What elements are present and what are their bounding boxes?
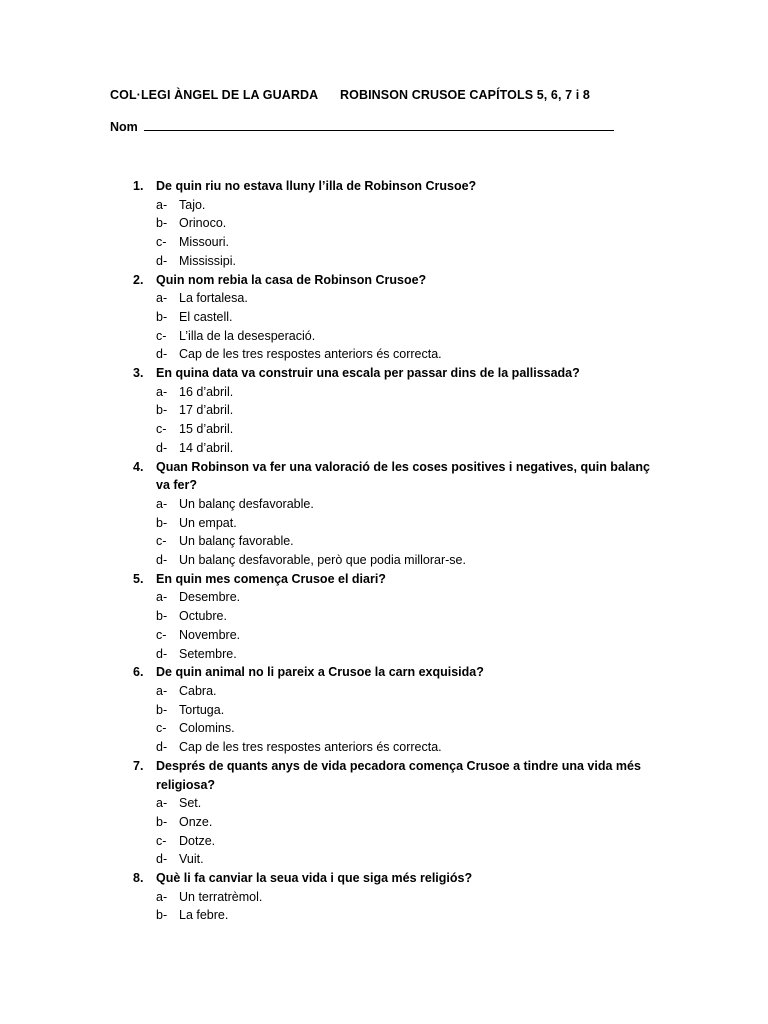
option-letter: d- [156, 253, 168, 268]
option-letter: b- [156, 908, 168, 923]
option-letter: d- [156, 440, 168, 455]
header [110, 86, 670, 105]
option-letter: d- [156, 646, 168, 661]
option-text: Octubre. [179, 609, 227, 624]
answer-option [156, 607, 670, 626]
option-text: Set. [179, 796, 202, 811]
option-letter: b- [156, 216, 168, 231]
option-text: Desembre. [179, 590, 241, 605]
option-text: L’illa de la desesperació. [179, 328, 316, 343]
answer-option [156, 906, 670, 925]
question-text: En quin mes comença Crusoe el diari? [156, 571, 386, 586]
option-letter: b- [156, 309, 168, 324]
option-text: El castell. [179, 309, 233, 324]
option-letter: c- [156, 235, 167, 250]
option-letter: c- [156, 833, 167, 848]
answer-option [156, 850, 670, 869]
answer-option [156, 588, 670, 607]
option-text: Setembre. [179, 646, 237, 661]
question-text: Què li fa canviar la seua vida i que siga més religiós? [156, 871, 473, 886]
option-letter: c- [156, 422, 167, 437]
option-letter: b- [156, 814, 168, 829]
answer-option [156, 345, 670, 364]
answer-options [110, 888, 670, 925]
option-letter: a- [156, 590, 168, 605]
option-letter: a- [156, 496, 168, 511]
answer-option [156, 514, 670, 533]
question [110, 177, 670, 271]
question-number: 5. [133, 571, 144, 586]
option-text: Novembre. [179, 627, 241, 642]
question-number: 8. [133, 871, 144, 886]
name-label: Nom [110, 120, 138, 134]
answer-option [156, 888, 670, 907]
option-letter: d- [156, 553, 168, 568]
answer-option [156, 327, 670, 346]
option-text: Un terratrèmol. [179, 889, 263, 904]
answer-options [110, 588, 670, 663]
option-text: Orinoco. [179, 216, 227, 231]
option-text: Un balanç desfavorable. [179, 496, 314, 511]
option-letter: c- [156, 328, 167, 343]
option-text: Un balanç favorable. [179, 534, 294, 549]
answer-option [156, 794, 670, 813]
answer-option [156, 645, 670, 664]
question-number: 2. [133, 272, 144, 287]
option-text: Cap de les tres respostes anteriors és correcta. [179, 347, 442, 362]
question [110, 271, 670, 365]
question [110, 570, 670, 664]
answer-option [156, 701, 670, 720]
answer-options [110, 495, 670, 570]
name-blank-line [144, 118, 614, 131]
option-text: 15 d’abril. [179, 422, 234, 437]
option-letter: a- [156, 683, 168, 698]
option-text: 14 d’abril. [179, 440, 234, 455]
name-field [110, 118, 614, 137]
option-text: Missouri. [179, 235, 230, 250]
answer-options [110, 682, 670, 757]
option-text: Vuit. [179, 852, 204, 867]
question-text: De quin riu no estava lluny l’illa de Robinson Crusoe? [156, 179, 477, 193]
question-text: En quina data va construir una escala per passar dins de la pallissada? [156, 366, 580, 381]
question-number: 7. [133, 758, 144, 773]
answer-option [156, 719, 670, 738]
answer-option [156, 383, 670, 402]
answer-option [156, 626, 670, 645]
option-text: Cap de les tres respostes anteriors és correcta. [179, 740, 442, 755]
answer-option [156, 495, 670, 514]
answer-option [156, 308, 670, 327]
question-number: 6. [133, 665, 144, 680]
option-text: La febre. [179, 908, 229, 923]
question-text: Després de quants anys de vida pecadora comença Crusoe a tindre una vida més religiosa? [156, 758, 641, 792]
option-letter: b- [156, 515, 168, 530]
option-letter: d- [156, 852, 168, 867]
answer-option [156, 832, 670, 851]
option-letter: b- [156, 702, 168, 717]
question [110, 869, 670, 925]
option-text: Tajo. [179, 197, 206, 212]
question-number: 1. [133, 179, 144, 193]
question [110, 364, 670, 458]
answer-options [110, 383, 670, 458]
answer-option [156, 551, 670, 570]
question [110, 663, 670, 757]
answer-option [156, 420, 670, 439]
answer-option [156, 439, 670, 458]
answer-option [156, 214, 670, 233]
question [110, 458, 670, 570]
option-letter: b- [156, 609, 168, 624]
option-letter: a- [156, 889, 168, 904]
option-letter: c- [156, 627, 167, 642]
option-text: Tortuga. [179, 702, 225, 717]
answer-options [110, 794, 670, 869]
option-text: 16 d’abril. [179, 384, 234, 399]
question-text: Quin nom rebia la casa de Robinson Crusoe? [156, 272, 427, 287]
option-letter: d- [156, 347, 168, 362]
option-letter: a- [156, 291, 168, 306]
option-text: Dotze. [179, 833, 216, 848]
option-text: 17 d’abril. [179, 403, 234, 418]
option-letter: c- [156, 721, 167, 736]
option-text: La fortalesa. [179, 291, 248, 306]
answer-option [156, 532, 670, 551]
option-text: Colomins. [179, 721, 235, 736]
option-text: Un empat. [179, 515, 237, 530]
question-text: Quan Robinson va fer una valoració de les coses positives i negatives, quin balanç va fer? [156, 459, 650, 493]
school-name: COL·LEGI ÀNGEL DE LA GUARDA [110, 88, 319, 102]
answer-options [110, 289, 670, 364]
question [110, 757, 670, 869]
answer-option [156, 196, 670, 215]
option-letter: c- [156, 534, 167, 549]
answer-option [156, 401, 670, 420]
option-letter: a- [156, 197, 168, 212]
question-list [110, 177, 670, 925]
answer-option [156, 738, 670, 757]
answer-option [156, 289, 670, 308]
question-number: 3. [133, 366, 144, 381]
answer-options [110, 196, 670, 271]
answer-option [156, 233, 670, 252]
answer-option [156, 252, 670, 271]
question-number: 4. [133, 459, 144, 474]
answer-option [156, 813, 670, 832]
option-letter: d- [156, 740, 168, 755]
worksheet-title: ROBINSON CRUSOE CAPÍTOLS 5, 6, 7 i 8 [340, 88, 590, 102]
question-text: De quin animal no li pareix a Crusoe la carn exquisida? [156, 665, 484, 680]
option-letter: a- [156, 384, 168, 399]
option-text: Onze. [179, 814, 213, 829]
option-letter: a- [156, 796, 168, 811]
option-text: Cabra. [179, 683, 217, 698]
option-letter: b- [156, 403, 168, 418]
option-text: Mississipi. [179, 253, 236, 268]
answer-option [156, 682, 670, 701]
option-text: Un balanç desfavorable, però que podia millorar-se. [179, 553, 466, 568]
